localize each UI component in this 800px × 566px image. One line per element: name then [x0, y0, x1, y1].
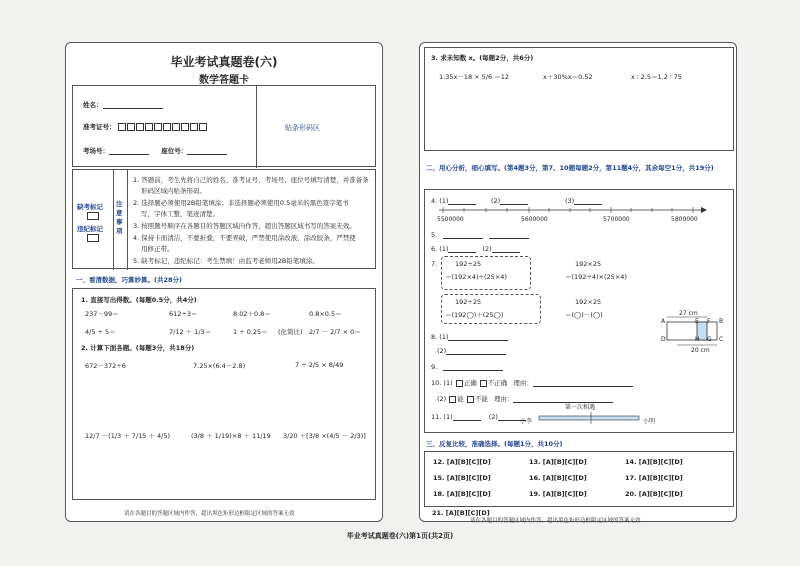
- rectangle-figure: [661, 312, 727, 352]
- meeting-diagram: [535, 412, 645, 426]
- q7-label: 7.: [431, 260, 438, 268]
- barcode-area: [256, 86, 377, 168]
- q3-eq-2: x＋30%x＝0.52: [543, 73, 593, 81]
- q5-blank-1[interactable]: [443, 230, 483, 239]
- q11-label: 11. (1): [431, 413, 453, 421]
- q1-item-9: 2/7 － 2/7 × 0＝: [309, 328, 361, 336]
- q7-a-line-3: 192÷25: [455, 298, 482, 306]
- choice-12-options[interactable]: [A][B][C][D]: [446, 458, 491, 466]
- meet-label: 第一次相遇: [565, 404, 596, 411]
- answer-sheet-page-1-right: [419, 42, 737, 522]
- choice-17-number: 17.: [625, 474, 637, 482]
- q2-item-4: 12/7 －(1/3 ＋ 7/15 ＋ 4/5): [85, 432, 171, 440]
- tick-5600000: 5600000: [521, 216, 548, 223]
- tick-5500000: 5500000: [437, 216, 464, 223]
- rect-letter-b: B: [719, 318, 724, 325]
- q3-title: 3. 求未知数 x。(每题2分，共6分): [431, 54, 534, 62]
- left-footer-note: 请在各题目的答题区域内作答，超出黑色矩形边框限定区域的答案无效: [124, 511, 295, 517]
- q3-eq-1: 1.35x－18 × 5/6 ＝12: [439, 73, 509, 81]
- choice-18-number: 18.: [433, 490, 445, 498]
- tick-5700000: 5700000: [603, 216, 630, 223]
- name-field[interactable]: [103, 100, 163, 109]
- room-number-label: 考场号：: [83, 147, 109, 155]
- q11-sub2-label: (2): [488, 413, 498, 421]
- q1-item-8: (化简比): [278, 328, 303, 336]
- choice-13-options[interactable]: [A][B][C][D]: [542, 458, 587, 466]
- notice-label: 注意事项: [116, 200, 123, 235]
- rect-letter-c: C: [719, 336, 724, 343]
- choice-15-options[interactable]: [A][B][C][D]: [446, 474, 491, 482]
- q1-item-4: 0.8×0.5＝: [309, 310, 342, 318]
- q10-label: 10. (1): [431, 379, 453, 387]
- q2-item-2: 7.25×(6.4－2.8): [193, 362, 246, 370]
- number-line: [439, 204, 709, 224]
- notice-column: [113, 170, 128, 270]
- note-line-6: 4. 保持卡面清洁，不要折叠，不要弄破，严禁使用涂改液、涂改胶条，严禁使: [133, 234, 356, 242]
- q8-1-blank[interactable]: [448, 332, 508, 341]
- q10-reason-blank-2[interactable]: [513, 394, 613, 403]
- section1-header: 一、看清数据，巧算妙算。(共28分): [76, 276, 182, 284]
- sheet-subtitle: 数学答题卡: [199, 75, 249, 86]
- q1-item-7: 1 ÷ 0.25＝: [233, 328, 268, 336]
- choice-12-number: 12.: [433, 458, 445, 466]
- q1-item-5: 4/5 ÷ 5＝: [85, 328, 116, 336]
- q3-answer-area[interactable]: [424, 47, 734, 151]
- seat-number-field[interactable]: [187, 146, 227, 155]
- q2-item-3: 7 ÷ 2/5 × 8/49: [295, 361, 344, 369]
- section3-header: 三、反复比较，准确选择。(每题1分，共10分): [426, 440, 563, 448]
- student-info-box: [72, 85, 376, 167]
- rect-letter-a: A: [661, 318, 666, 325]
- q8-label: 8. (1): [431, 333, 449, 341]
- choice-21-options[interactable]: [A][B][C][D]: [445, 509, 490, 517]
- exam-number-label: 准考证号：: [83, 123, 116, 131]
- marks-column: [73, 170, 114, 270]
- choice-answer-area: [424, 451, 734, 507]
- q10-correct-checkbox[interactable]: [456, 380, 463, 387]
- sheet-title: 毕业考试真题卷(六): [170, 55, 278, 69]
- q4-sub2-label: (2): [491, 197, 501, 205]
- notes-box: [72, 169, 376, 269]
- barcode-label: 贴条形码区: [285, 124, 320, 132]
- choice-14-number: 14.: [625, 458, 637, 466]
- q10-reason-label: 理由：: [513, 379, 533, 387]
- rect-letter-f: F: [707, 318, 711, 325]
- name-label: 姓名：: [83, 101, 103, 109]
- note-line-1: 1. 答题前，考生先将自己的姓名、准考证号、考场号、座位号填写清楚，并准备条: [133, 176, 369, 184]
- page-footer: 毕业考试真题卷(六)第1页(共2页): [346, 532, 454, 540]
- q1-item-2: 612÷3＝: [169, 310, 198, 318]
- section2-header: 二、用心分析，细心填写。(第4题3分，第7、10题每题2分，第11题4分，其余每空1分，共19分): [426, 164, 714, 172]
- tick-5800000: 5800000: [671, 216, 698, 223]
- q4-sub3-label: (3): [565, 197, 575, 205]
- choice-19-options[interactable]: [A][B][C][D]: [542, 490, 587, 498]
- choice-16-options[interactable]: [A][B][C][D]: [542, 474, 587, 482]
- q7-a-line-2: ＝(192×4)÷(25×4): [445, 273, 507, 281]
- seat-number-label: 座位号：: [161, 147, 188, 155]
- q10-cannot-checkbox[interactable]: [467, 396, 474, 403]
- calculation-answer-area[interactable]: [72, 288, 376, 500]
- choice-18-options[interactable]: [A][B][C][D]: [446, 490, 491, 498]
- answer-sheet-page-1-left: [65, 42, 383, 522]
- violation-mark-label: 违纪标记: [77, 225, 103, 233]
- q5-label: 5.: [431, 231, 438, 239]
- q4-label: 4. (1): [431, 197, 449, 205]
- choice-16-number: 16.: [529, 474, 541, 482]
- rect-letter-d: D: [661, 336, 666, 343]
- choice-20-options[interactable]: [A][B][C][D]: [638, 490, 683, 498]
- rect-letter-e: E: [695, 318, 699, 325]
- q2-item-6: 3/20 ＋[3/8 ×(4/5 － 2/3)]: [283, 432, 366, 440]
- q1-item-6: 7/12 ＋ 1/3＝: [169, 328, 212, 336]
- q10-incorrect-checkbox[interactable]: [480, 380, 487, 387]
- q6-1-blank[interactable]: [448, 244, 476, 253]
- q7-b-line-3: 192×25: [575, 298, 602, 306]
- choice-13-number: 13.: [529, 458, 541, 466]
- q10-reason-label-2: 理由：: [493, 395, 514, 403]
- q1-item-3: 8.02＋0.8＝: [233, 310, 271, 318]
- choice-17-options[interactable]: [A][B][C][D]: [638, 474, 683, 482]
- q11-1-blank[interactable]: [453, 412, 481, 421]
- rect-letter-h: H: [695, 336, 700, 343]
- q8-2-blank[interactable]: [446, 346, 506, 355]
- note-line-7: 用修正带。: [141, 245, 174, 253]
- q6-sub2-label: (2): [482, 245, 492, 253]
- q3-eq-3: x ∶ 2.5＝1.2 ∶ 75: [631, 73, 682, 81]
- exam-number-boxes[interactable]: [118, 123, 208, 131]
- q2-item-1: 672－372÷6: [85, 362, 126, 370]
- q10-reason-blank[interactable]: [533, 378, 633, 387]
- rect-bottom-dimension: 20 cm: [691, 347, 710, 354]
- q2-title: 2. 计算下面各题。(每题3分，共18分): [81, 344, 195, 352]
- q1-item-1: 237－99＝: [85, 310, 119, 318]
- q10-cannot-label: 不能: [474, 395, 488, 403]
- meet-right-label: 小明: [643, 418, 656, 425]
- q10-incorrect-label: 不正确: [487, 379, 508, 387]
- choice-15-number: 15.: [433, 474, 445, 482]
- q5-blank-2[interactable]: [489, 230, 529, 239]
- choice-21-number: 21.: [432, 509, 444, 517]
- q7-a-line-4[interactable]: ＝(192◯)＋(25◯): [445, 311, 504, 319]
- rect-top-dimension: 27 cm: [679, 310, 698, 317]
- q7-a-line-1: 192÷25: [455, 260, 482, 268]
- choice-14-options[interactable]: [A][B][C][D]: [638, 458, 683, 466]
- choice-19-number: 19.: [529, 490, 541, 498]
- note-line-3: 2. 选择题必须使用2B铅笔填涂；非选择题必须使用0.5毫米的黑色签字笔书: [133, 199, 349, 207]
- meet-left-label: 小李: [520, 418, 533, 425]
- violation-mark-box[interactable]: [87, 234, 99, 242]
- q8-sub2-label: (2): [437, 347, 447, 355]
- q6-2-blank[interactable]: [492, 244, 520, 253]
- q10-sub2-label: (2): [437, 395, 447, 403]
- q10-can-checkbox[interactable]: [449, 396, 456, 403]
- note-line-5: 3. 按照题号顺序在各题目的答题区域内作答，超出答题区域书写的答案无效。: [133, 222, 356, 230]
- q9-blank[interactable]: [443, 362, 503, 371]
- right-footer-note: 请在各题目的答题区域内作答，超出黑色矩形边框限定区域的答案无效: [470, 518, 641, 524]
- q7-b-line-1: 192×25: [575, 260, 602, 268]
- choice-20-number: 20.: [625, 490, 637, 498]
- fill-in-answer-area[interactable]: [424, 189, 734, 433]
- absent-mark-label: 缺考标记: [77, 203, 103, 211]
- note-line-2: 形码区域内贴条形码。: [141, 187, 206, 195]
- q2-item-5: (3/8 ＋ 1/19)×8 ＋ 11/19: [191, 432, 271, 440]
- q10-can-label: 能: [457, 395, 464, 403]
- q6-label: 6. (1): [431, 245, 449, 253]
- note-line-8: 5. 缺考标记，违纪标记：考生禁填！由监考老师用2B铅笔填涂。: [133, 257, 319, 265]
- rect-letter-g: G: [707, 336, 712, 343]
- q1-title: 1. 直接写出得数。(每题0.5分，共4分): [81, 296, 197, 304]
- room-number-field[interactable]: [109, 146, 149, 155]
- absent-mark-box[interactable]: [87, 212, 99, 220]
- q9-label: 9.: [431, 363, 438, 371]
- q10-correct-label: 正确: [463, 379, 477, 387]
- note-line-4: 写，字体工整，笔迹清楚。: [141, 210, 219, 218]
- q7-b-line-2: ＝(192÷4)×(25×4): [565, 273, 627, 281]
- q7-b-line-4[interactable]: ＝(◯)－(◯): [565, 311, 603, 319]
